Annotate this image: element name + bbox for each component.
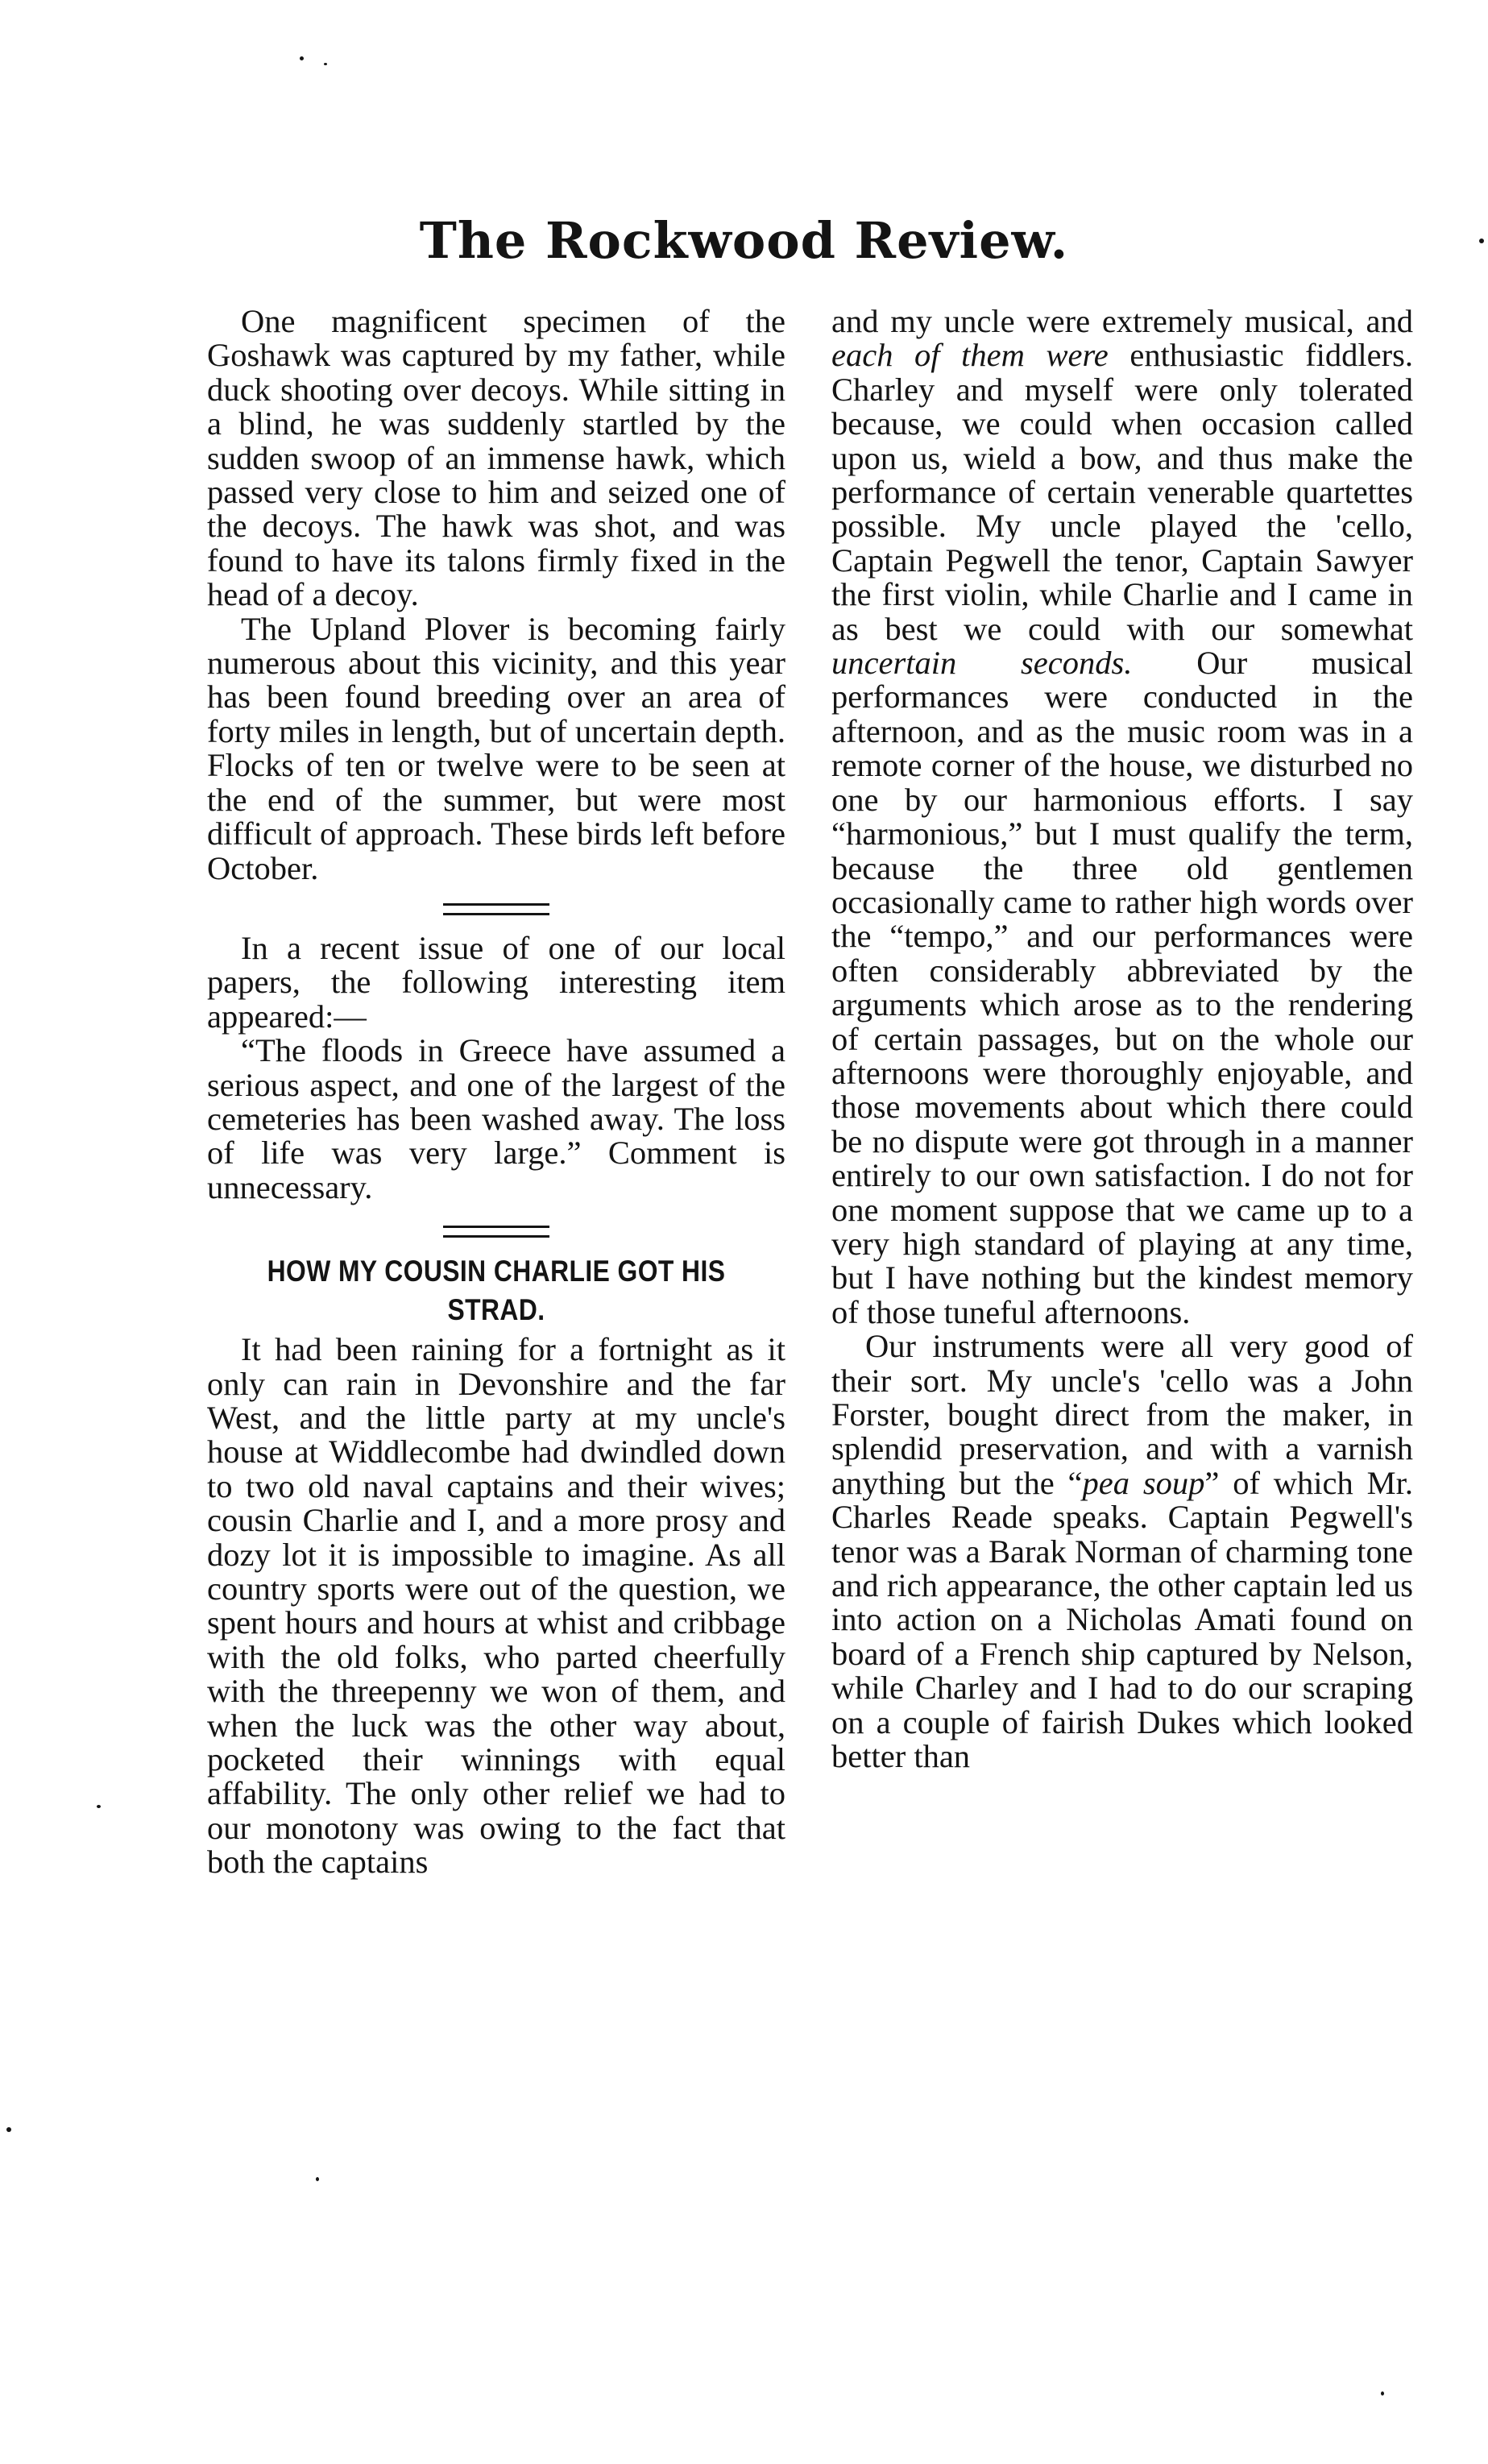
italic-run: pea soup [1082,1464,1205,1501]
italic-run: each of them were [831,337,1109,374]
article-opening-paragraph: It had been raining for a fortnight as it only can rain in Devonshire and the far West, and the little party at my uncle's house at Widdlecombe had dwindled down to two old naval captains and their wives; cousin Charlie and I, and a more prosy and dozy lot it is impossible to imagine. As all country sports were out of the question, we spent hours and hours at whist and cribbage with the old folks, who parted cheerfully with the threepenny we won of them, and when the luck was the other way about, pocketed their winnings with equal affability. The only other relief we had to our monotony was owing to the fact that both the captains [207,1331,785,1881]
text-run: Our musical performances were conducted in the afternoon, and as the music room was in a remote corner of the house, we disturbed no one by our harmonious efforts. I say “harmonious,” but I must qualify the term, because the three old gentlemen occasionally came to rather high words over the “tempo,” and our performances were often considerably abbreviated by the arguments which arose as to the rendering of certain passages, but on the whole our afternoons were thoroughly enjoyable, and those movements about which there could be no dispute were got through in a manner entirely to our own satisfaction. I do not for one moment suppose that we came up to a very high standard of playing at any time, but I have nothing but the kindest memory of those tuneful afternoons. [831,645,1413,1330]
text-run: Our instruments were all very good of their sort. My uncle's 'cello was a John Forster, bought direct from the maker, in splendid preservation, and with a varnish anything but the “ [831,1328,1413,1501]
italic-run: uncertain seconds. [831,645,1133,682]
section-divider [443,903,549,915]
goshawk-paragraph: One magnificent specimen of the Goshawk was captured by my father, while duck shooting over decoys. While sitting in a blind, he was suddenly startled by the sudden swoop of an immense hawk, which passed very close to him and seized one of the decoys. The hawk was shot, and was found to have its talons firmly fixed in the head of a decoy. [207,303,785,613]
instruments-paragraph [831,1329,1413,1773]
musical-performances-paragraph [831,305,1413,1329]
left-column [207,305,785,1880]
section-divider [443,1226,549,1238]
text-run: enthusiastic fiddlers. Charley and myself were only tolerated because, we could when occasion called upon us, wield a bow, and thus make the performance of certain venerable quartettes possible. My uncle played the 'cello, Captain Pegwell the tenor, Captain Sawyer the first violin, while Charlie and I came in as best we could with our somewhat [831,337,1413,647]
scan-speck [1479,239,1484,243]
scan-speck [300,56,304,60]
scan-speck [316,2177,319,2181]
masthead-title: The Rockwood Review. [419,211,1069,270]
article-heading-line-2: STRAD. [447,1293,545,1327]
scan-speck [324,63,327,65]
article-heading-line-1: HOW MY COUSIN CHARLIE GOT HIS [267,1255,726,1288]
upland-plover-paragraph: The Upland Plover is becoming fairly numerous about this vicinity, and this year has been found breeding over an area of forty miles in length, but of uncertain depth. Flocks of ten or twelve were to be seen at the end of the summer, but were most difficult of approach. These birds left before October. [207,610,785,886]
local-papers-paragraph: In a recent issue of one of our local papers, the following interesting item appeared:— [207,929,785,1035]
scan-speck [1381,2391,1384,2396]
scan-speck [6,2127,11,2132]
greece-floods-quote: “The floods in Greece have assumed a serious aspect, and one of the largest of the cemeteries has been washed away. The loss of life was very large.” Comment is unnecessary. [207,1032,785,1205]
text-run: ” of which Mr. Charles Reade speaks. Captain Pegwell's tenor was a Barak Norman of charming tone and rich appearance, the other captain led us into action on a Nicholas Amati found on board of a French ship captured by Nelson, while Charley and I had to do our scraping on a couple of fairish Dukes which looked better than [831,1464,1414,1775]
scan-speck [97,1805,101,1808]
right-column [831,305,1413,1773]
text-run: and my uncle were extremely musical, and [831,303,1413,339]
